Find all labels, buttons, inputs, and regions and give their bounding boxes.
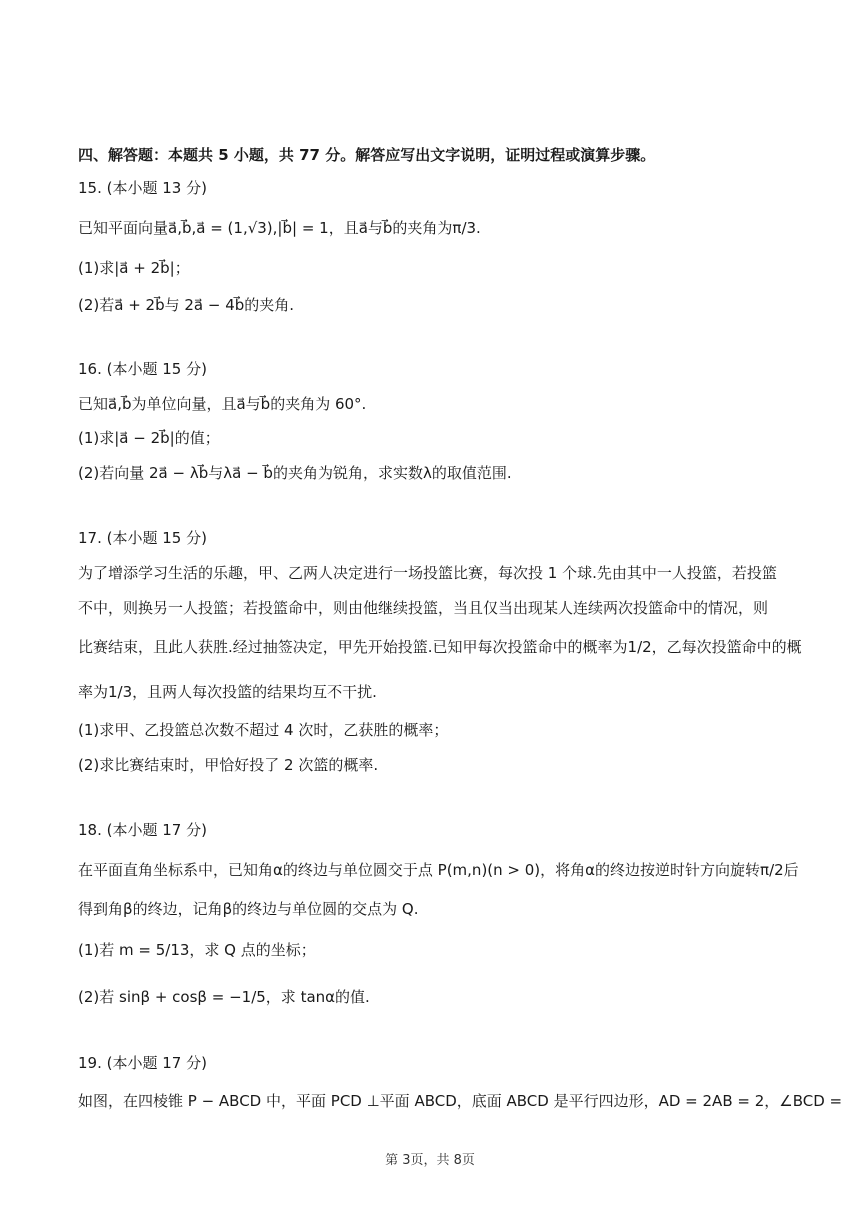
problem-17-line-2: 不中，则换另一人投篮；若投篮命中，则由他继续投篮，当且仅当出现某人连续两次投篮命中的情况，则 — [78, 599, 769, 617]
problem-19-header: 19. (本小题 17 分) — [78, 1054, 207, 1072]
problem-16-header: 16. (本小题 15 分) — [78, 360, 207, 378]
problem-18-line-2: 得到角β的终边，记角β的终边与单位圆的交点为 Q. — [78, 900, 419, 918]
problem-17-part-2: (2)求比赛结束时，甲恰好投了 2 次篮的概率. — [78, 756, 379, 774]
problem-16-stem: 已知a⃗,b⃗为单位向量，且a⃗与b⃗的夹角为 60°. — [78, 395, 367, 413]
problem-18-part-2: (2)若 sinβ + cosβ = −1/5，求 tanα的值. — [78, 988, 370, 1006]
problem-16-part-1: (1)求|a⃗ − 2b⃗|的值； — [78, 429, 220, 447]
problem-18-part-1: (1)若 m = 5/13，求 Q 点的坐标； — [78, 941, 316, 959]
problem-17-header: 17. (本小题 15 分) — [78, 529, 207, 547]
problem-19-line-1: 如图，在四棱锥 P − ABCD 中，平面 PCD ⊥平面 ABCD，底面 ABCD 是平行四边形，AD = 2AB = 2，∠BCD = — [78, 1092, 843, 1110]
problem-17-line-3: 比赛结束，且此人获胜.经过抽签决定，甲先开始投篮.已知甲每次投篮命中的概率为1/2，乙每次投篮命中的概 — [78, 638, 802, 656]
problem-18-header: 18. (本小题 17 分) — [78, 821, 207, 839]
problem-17-line-4: 率为1/3，且两人每次投篮的结果均互不干扰. — [78, 683, 377, 701]
problem-18-line-1: 在平面直角坐标系中，已知角α的终边与单位圆交于点 P(m,n)(n > 0)，将角α的终边按逆时针方向旋转π/2后 — [78, 861, 799, 879]
problem-15-part-2: (2)若a⃗ + 2b⃗与 2a⃗ − 4b⃗的夹角. — [78, 296, 295, 314]
section-title: 四、解答题：本题共 5 小题，共 77 分。解答应写出文字说明，证明过程或演算步骤。 — [78, 146, 656, 164]
problem-15-header: 15. (本小题 13 分) — [78, 179, 207, 197]
problem-16-part-2: (2)若向量 2a⃗ − λb⃗与λa⃗ − b⃗的夹角为锐角，求实数λ的取值范围. — [78, 464, 512, 482]
problem-15-part-1: (1)求|a⃗ + 2b⃗|； — [78, 259, 190, 277]
problem-17-part-1: (1)求甲、乙投篮总次数不超过 4 次时，乙获胜的概率； — [78, 721, 449, 739]
problem-17-line-1: 为了增添学习生活的乐趣，甲、乙两人决定进行一场投篮比赛，每次投 1 个球.先由其中一人投篮，若投篮 — [78, 564, 777, 582]
page-footer: 第 3页，共 8页 — [385, 1153, 475, 1168]
problem-15-stem: 已知平面向量a⃗,b⃗,a⃗ = (1,√3),|b⃗| = 1，且a⃗与b⃗的夹角为π/3. — [78, 219, 481, 237]
